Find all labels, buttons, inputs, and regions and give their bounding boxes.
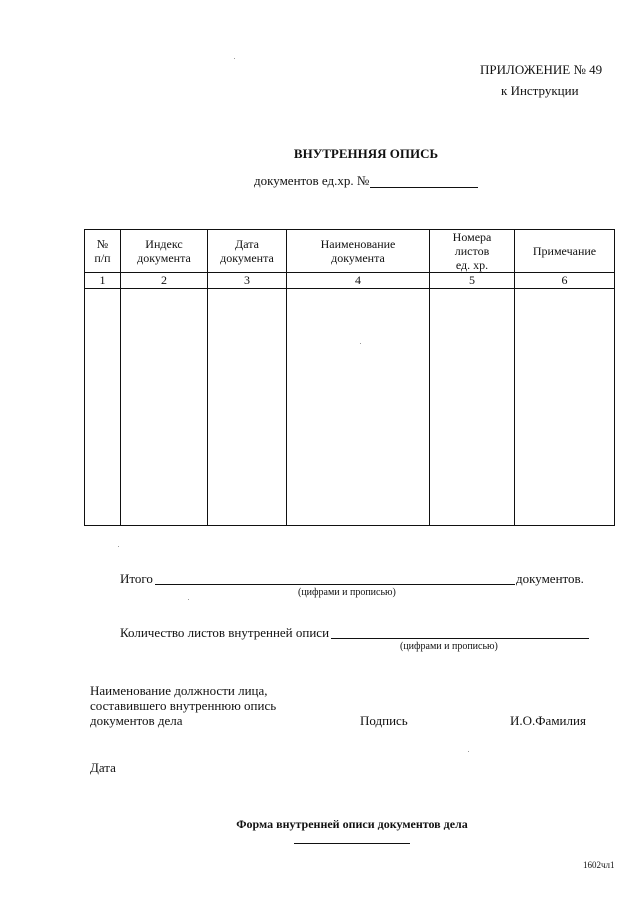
compiler-position-line1: Наименование должности лица, [90, 683, 268, 698]
empty-cell[interactable] [208, 289, 287, 526]
appendix-instruction-ref: к Инструкции [501, 83, 579, 98]
document-subtitle: документов ед.хр. № [254, 173, 370, 188]
scan-speck [468, 751, 469, 752]
scan-speck [360, 343, 361, 344]
total-hint: (цифрами и прописью) [298, 587, 396, 598]
column-number: 4 [287, 273, 430, 289]
header-cell-number: № п/п [85, 230, 121, 273]
column-number: 6 [515, 273, 615, 289]
column-number: 5 [430, 273, 515, 289]
empty-cell[interactable] [85, 289, 121, 526]
empty-cell[interactable] [515, 289, 615, 526]
empty-cell[interactable] [121, 289, 208, 526]
document-title: ВНУТРЕННЯЯ ОПИСЬ [293, 146, 439, 161]
form-caption-underline [294, 843, 410, 844]
sheets-count-label: Количество листов внутренней описи [120, 625, 330, 640]
scan-speck [234, 58, 235, 59]
corner-code: 1602чл1 [583, 860, 615, 870]
signature-label: Подпись [360, 713, 408, 728]
form-caption: Форма внутренней описи документов дела [236, 817, 468, 831]
empty-cell[interactable] [430, 289, 515, 526]
compiler-position-line2: составившего внутреннюю опись [90, 698, 277, 713]
header-cell-title: Наименование документа [287, 230, 430, 273]
inventory-table [84, 229, 615, 526]
header-cell-date: Дата документа [208, 230, 287, 273]
header-cell-sheet-numbers: Номера листов ед. хр. [430, 230, 515, 273]
scan-speck [188, 599, 189, 600]
storage-unit-number-blank [370, 187, 478, 188]
column-number: 3 [208, 273, 287, 289]
date-label: Дата [90, 760, 116, 775]
inventory-table-header-row [85, 230, 615, 273]
full-name-label: И.О.Фамилия [510, 713, 586, 728]
column-number: 2 [121, 273, 208, 289]
sheets-count-hint: (цифрами и прописью) [400, 641, 498, 652]
total-label: Итого [120, 571, 153, 586]
header-cell-note: Примечание [515, 230, 615, 273]
column-number: 1 [85, 273, 121, 289]
scan-speck [118, 546, 119, 547]
compiler-position-line3: документов дела [90, 713, 183, 728]
total-suffix: документов. [516, 571, 584, 586]
header-cell-index: Индекс документа [121, 230, 208, 273]
inventory-table-empty-body [85, 289, 615, 526]
empty-cell[interactable] [287, 289, 430, 526]
sheets-count-blank [331, 638, 589, 639]
appendix-number: ПРИЛОЖЕНИЕ № 49 [480, 62, 603, 77]
inventory-table-column-number-row [85, 273, 615, 289]
total-blank [155, 584, 515, 585]
